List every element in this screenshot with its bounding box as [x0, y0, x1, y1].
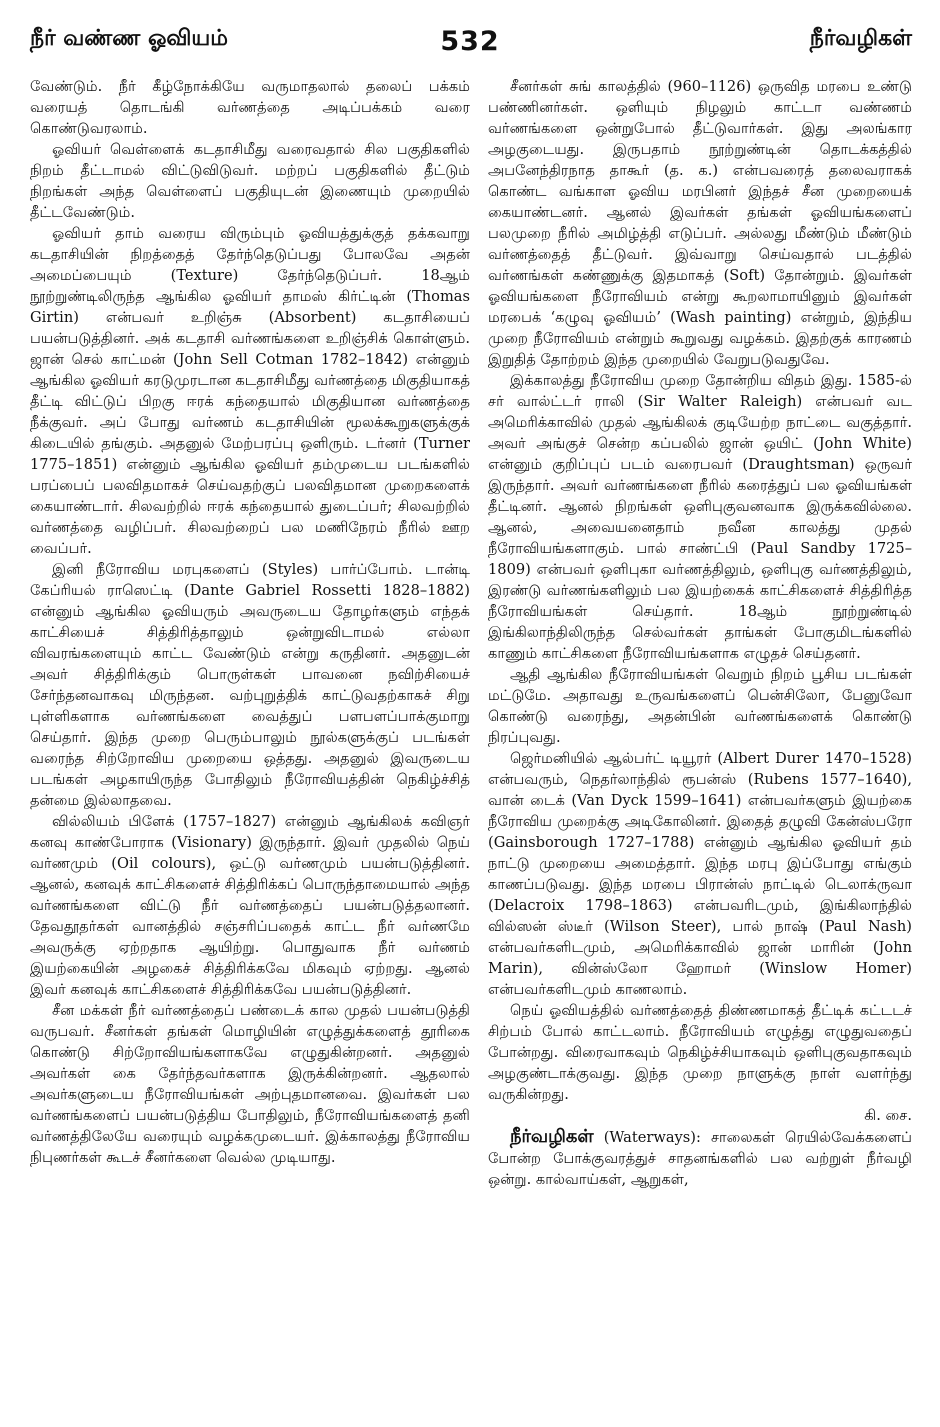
paragraph: சீன மக்கள் நீர் வர்ணத்தைப் பண்டைக் கால முதல் பயன்படுத்தி வருபவர். சீனர்கள் தங்கள் மொழியின் எழுத்துக்களைத் தூரிகை கொண்டு சிற்றோவியங்களாகவே எழுதுகின்றனர். அதனுல் அவர்கள் கை தேர்ந்தவர்களாக இருக்கின்றனர். ஆதலால் அவர்களுடைய நீரோவியங்கள் அற்புதமானவை. இவர்கள் பல வர்ணங்களைப் பயன்படுத்திய போதிலும், நீரோவியங்களைத் தனி வர்ணத்திலேயே வரையும் வழக்கமுடையர். இக்காலத்து நீரோவிய நிபுணர்கள் கூடச் சீனர்களை வெல்ல முடியாது. — [30, 1002, 470, 1166]
next-entry-paragraph — [488, 1126, 912, 1190]
paragraph: நெய் ஓவியத்தில் வர்ணத்தைத் திண்ணமாகத் தீட்டிக் கட்டடச் சிற்பம் போல் காட்டலாம். நீரோவியம் எழுத்து எழுதுவதைப் போன்றது. விரைவாகவும் நெகிழ்ச்சியாகவும் ஒளிபுகுவதாகவும் அழகுண்டாக்குவது. இந்த முறை நாளுக்கு நாள் வளர்ந்து வருகின்றது. — [488, 1002, 912, 1103]
paragraph: ஓவியர் வெள்ளைக் கடதாசிமீது வரைவதால் சில பகுதிகளில் நிறம் தீட்டாமல் விட்டுவிடுவர். மற்றப் பகுதிகளில் தீட்டும் நிறங்கள் அந்த வெள்ளைப் பகுதியுடன் இணையும் முறையில் தீட்டவேண்டும். — [30, 141, 470, 221]
paragraph: ஓவியர் தாம் வரைய விரும்பும் ஓவியத்துக்குத் தக்கவாறு கடதாசியின் நிறத்தைத் தேர்ந்தெடுப்பது போலவே அதன் அமைப்பையும் (Texture) தேர்ந்தெடுப்பர். 18ஆம் நூற்றுண்டிலிருந்த ஆங்கில ஓவியர் தாமஸ் கிர்ட்டின் (Thomas Girtin) என்பவர் உறிஞ்சு (Absorbent) கடதாசியைப் பயன்படுத்தினர். அக் கடதாசி வர்ணங்களை உறிஞ்சிக் கொள்ளும். ஜான் செல் காட்மன் (John Sell Cotman 1782–1842) என்னும் ஆங்கில ஓவியர் கரடுமுரடான கடதாசிமீது வர்ணத்தை மிகுதியாகத் தீட்டி விட்டுப் பிறகு ஈரக் கந்தையால் மிகுதியான வர்ணத்தை நீக்குவர். அப் போது வர்ணம் கடதாசியின் மூலக்கூறுகளுக்குக் கிடையில் தங்கும். அதனுல் மேற்பரப்பு ஒளிரும். டர்னர் (Turner 1775–1851) என்னும் ஆங்கில ஓவியர் தம்முடைய படங்களில் பரப்பைப் பலவிதமாகச் செய்வதற்குப் பலவிதமான முறைகளைக் கையாண்டார். சிலவற்றில் ஈரக் கந்தையால் துடைப்பர்; சிலவற்றில் வர்ணத்தை வழிப்பர். சிலவற்றைப் பல மணிநேரம் நீரில் ஊற வைப்பர். — [30, 225, 470, 557]
running-title-right: நீர்வழிகள் — [809, 26, 912, 51]
paragraph: ஆதி ஆங்கில நீரோவியங்கள் வெறும் நிறம் பூசிய படங்கள் மட்டுமே. அதாவது உருவங்களைப் பென்சிலோ, பேனுவோ கொண்டு வரைந்து, அதன்பின் வர்ணங்களைக் கொண்டு நிரப்புவது. — [488, 666, 912, 746]
paragraph: இனி நீரோவிய மரபுகளைப் (Styles) பார்ப்போம். டான்டி கேப்ரியல் ராஸெட்டி (Dante Gabriel Rossetti 1828–1882) என்னும் ஆங்கில ஓவியரும் அவருடைய தோழர்களும் எந்தக் காட்சியைச் சித்திரித்தாலும் ஒன்றுவிடாமல் எல்லா விவரங்களையும் காட்ட வேண்டும் என்று கருதினர். அதனுடன் அவர் சித்திரிக்கும் பொருள்கள் பாவனை நவிற்சியைச் சேர்ந்தனவாகவு மிருந்தன. வற்புறுத்திக் காட்டுவதற்காகச் சிறு புள்ளிகளாக வர்ணங்களை வைத்துப் பளபளப்பாக்குமாறு செய்தார். இந்த முறை பெரும்பாலும் நூல்களுக்குப் படங்கள் வரைந்த சிற்றோவிய முறையை ஒத்தது. அதனுல் இவருடைய படங்கள் அழகாயிருந்த போதிலும் நீரோவியத்தின் நெகிழ்ச்சித் தன்மை இல்லாதவை. — [30, 561, 470, 809]
entry-english-term: (Waterways): — [593, 1129, 711, 1146]
paragraph: இக்காலத்து நீரோவிய முறை தோன்றிய விதம் இது. 1585-ல் சர் வால்ட்டர் ராலி (Sir Walter Raleigh) என்பவர் வட அமெரிக்காவில் முதல் ஆங்கிலக் குடியேற்ற நாட்டை வகுத்தார். அவர் அங்குச் சென்ற கப்பலில் ஜான் ஒயிட் (John White) என்னும் குறிப்புப் படம் வரைபவர் (Draughtsman) ஒருவர் இருந்தார். அவர் வர்ணங்களை நீரில் கரைத்துப் பல ஓவியங்கள் தீட்டினர். ஆனல் நிறங்கள் ஒளிபுகுவனவாக இருக்கவில்லை. ஆனல், அவையனைதாம் நவீன காலத்து முதல் நீரோவியங்களாகும். பால் சாண்ட்பி (Paul Sandby 1725–1809) என்பவர் ஒளிபுகா வர்ணத்திலும், ஒளிபுகு வர்ணத்திலும், இரண்டு வர்ணங்களிலும் பல இயற்கைக் காட்சிகளைச் சித்திரித்த நீரோவியங்கள் செய்தார். 18ஆம் நூற்றுண்டில் இங்கிலாந்திலிருந்த செல்வர்கள் தாங்கள் போகுமிடங்களில் காணும் காட்சிகளை நீரோவியங்களாக எழுதச் செய்தனர். — [488, 372, 912, 662]
paragraph: வேண்டும். நீர் கீழ்நோக்கியே வருமாதலால் தலைப் பக்கம் வரையத் தொடங்கி வர்ணத்தை அடிப்பக்கம் வரை கொண்டுவரலாம். — [30, 78, 470, 137]
paragraph: ஜெர்மனியில் ஆல்பர்ட் டியூரர் (Albert Durer 1470–1528) என்பவரும், நெதர்லாந்தில் ரூபன்ஸ் (Rubens 1577–1640), வான் டைக் (Van Dyck 1599–1641) என்பவர்களும் இயற்கை நீரோவிய முறைக்கு அடிகோலினர். இதைத் தழுவி கேன்ஸ்பரோ (Gainsborough 1727–1788) என்னும் ஆங்கில ஓவியர் தம் நாட்டு முறையை அமைத்தார். இந்த மரபு இப்போது எங்கும் காணப்படுவது. இந்த மரபை பிரான்ஸ் நாட்டில் டெலாக்ருவா (Delacroix 1798–1863) என்பவரிடமும், இங்கிலாந்தில் வில்ஸன் ஸ்டீர் (Wilson Steer), பால் நாஷ் (Paul Nash) என்பவர்களிடமும், அமெரிக்காவில் ஜான் மாரின் (John Marin), வின்ஸ்லோ ஹோமர் (Winslow Homer) என்பவர்களிடமும் காணலாம். — [488, 750, 912, 998]
entry-headword: நீர்வழிகள் — [510, 1126, 594, 1147]
right-column — [488, 76, 912, 1416]
paragraph: வில்லியம் பிளேக் (1757–1827) என்னும் ஆங்கிலக் கவிஞர் கனவு காண்போராக (Visionary) இருந்தார். இவர் முதலில் நெய் வர்ணமும் (Oil colours), ஒட்டு வர்ணமும் பயன்படுத்தினர். ஆனல், கனவுக் காட்சிகளைச் சித்திரிக்கப் பொருந்தாமையால் அந்த வர்ணங்களை விட்டு நீர் வர்ணத்தைப் பயன்படுத்தலானர். தேவதூதர்கள் வானத்தில் சஞ்சரிப்பதைக் காட்ட நீர் வர்ணமே அவருக்கு ஏற்றதாக ஆயிற்று. பொதுவாக நீர் வர்ணம் இயற்கையின் அழகைச் சித்திரிக்கவே மிகவும் ஏற்றது. ஆனல் இவர் கனவுக் காட்சிகளைச் சித்திரிக்கவே பயன்படுத்தினர். — [30, 813, 470, 998]
page-number: 532 — [440, 26, 500, 57]
left-column — [30, 76, 470, 1416]
entry-text: சாலைகள் ரெயில்வேக்களைப் போன்ற போக்குவரத்துச் சாதனங்களில் பல வற்றுள் நீர்வழி ஒன்று. கால்வாய்கள், ஆறுகள், — [488, 1129, 912, 1188]
author-signature: கி. சை. — [864, 1107, 912, 1124]
page-header — [0, 12, 940, 62]
paragraph: சீனர்கள் சுங் காலத்தில் (960–1126) ஒருவித மரபை உண்டு பண்ணினர்கள். ஒளியும் நிழலும் காட்டா வண்ணம் வர்ணங்களை ஒன்றுபோல் தீட்டுவார்கள். இது அலங்கார அழகுடையது. இருபதாம் நூற்றுண்டின் தொடக்கத்தில் அபனேந்திரநாத தாகூர் (த. க.) என்பவரைத் தலைவராகக் கொண்ட வங்காள ஓவிய மரபினர் இந்தச் சீன முறையைக் கையாண்டனர். ஆனல் இவர்கள் தங்கள் ஓவியங்களைப் பலமுறை நீரில் அமிழ்த்தி எடுப்பர். அல்லது மீண்டும் மீண்டும் வர்ணத்தைத் தீட்டுவர். இவ்வாறு செய்வதால் படத்தில் வர்ணங்கள் கண்ணுக்கு இதமாகத் (Soft) தோன்றும். இவர்கள் ஓவியங்களை நீரோவியம் என்று கூறலாமாயினும் இவர்கள் மரபைக் ‘கழுவு ஓவியம்’ (Wash painting) என்றும், இந்திய முறை நீரோவியம் என்றும் கூறுவது வழக்கம். இதற்குக் காரணம் இறுதித் தோற்றம் இந்த முறையில் வேறுபடுவதுவே. — [488, 78, 912, 368]
running-title-left: நீர் வண்ண ஓவியம் — [30, 26, 228, 51]
